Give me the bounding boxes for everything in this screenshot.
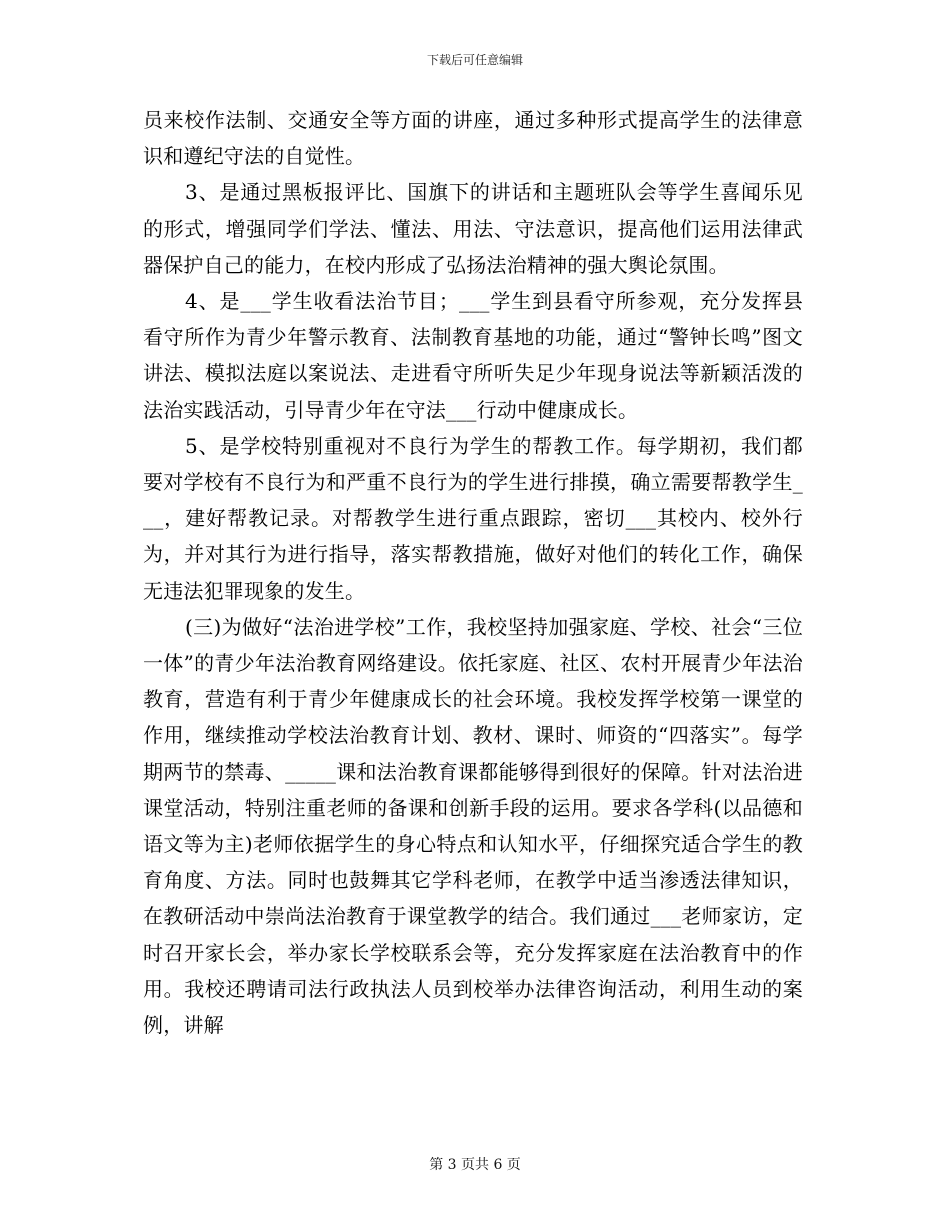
paragraph-item-5: 5、是学校特别重视对不良行为学生的帮教工作。每学期初，我们都要对学校有不良行为和严重不良行为的学生进行排摸，确立需要帮教学生___，建好帮教记录。对帮教学生进行重点跟踪，密切___其校内、校外行为，并对其行为进行指导，落实帮教措施，做好对他们的转化工作，确保无违法犯罪现象的发生。 [143,433,803,603]
paragraph-item-4: 4、是___学生收看法治节目；___学生到县看守所参观，充分发挥县看守所作为青少年警示教育、法制教育基地的功能，通过“警钟长鸣”图文讲法、模拟法庭以案说法、走进看守所听失足少年现身说法等新颖活泼的法治实践活动，引导青少年在守法___行动中健康成长。 [143,289,803,422]
paragraph-section-3: (三)为做好“法治进学校”工作，我校坚持加强家庭、学校、社会“三位一体”的青少年法治教育网络建设。依托家庭、社区、农村开展青少年法治教育，营造有利于青少年健康成长的社会环境。我校发挥学校第一课堂的作用，继续推动学校法治教育计划、教材、课时、师资的“四落实”。每学期两节的禁毒、_____课和法治教育课都能够得到很好的保障。针对法治进课堂活动，特别注重老师的备课和创新手段的运用。要求各学科(以品德和语文等为主)老师依据学生的身心特点和认知水平，仔细探究适合学生的教育角度、方法。同时也鼓舞其它学科老师，在教学中适当渗透法律知识，在教研活动中崇尚法治教育于课堂教学的结合。我们通过___老师家访，定时召开家长会，举办家长学校联系会等，充分发挥家庭在法治教育中的作用。我校还聘请司法行政执法人员到校举办法律咨询活动，利用生动的案例，讲解 [143,614,803,1038]
paragraph-item-3: 3、是通过黑板报评比、国旗下的讲话和主题班队会等学生喜闻乐见的形式，增强同学们学法、懂法、用法、守法意识，提高他们运用法律武器保护自己的能力，在校内形成了弘扬法治精神的强大舆论氛围。 [143,180,803,277]
paragraph-continuation: 员来校作法制、交通安全等方面的讲座，通过多种形式提高学生的法律意识和遵纪守法的自觉性。 [143,108,803,169]
page-header: 下载后可任意编辑 [426,53,523,67]
page-number-footer: 第 3 页共 6 页 [429,1157,521,1173]
document-body [143,102,803,1043]
